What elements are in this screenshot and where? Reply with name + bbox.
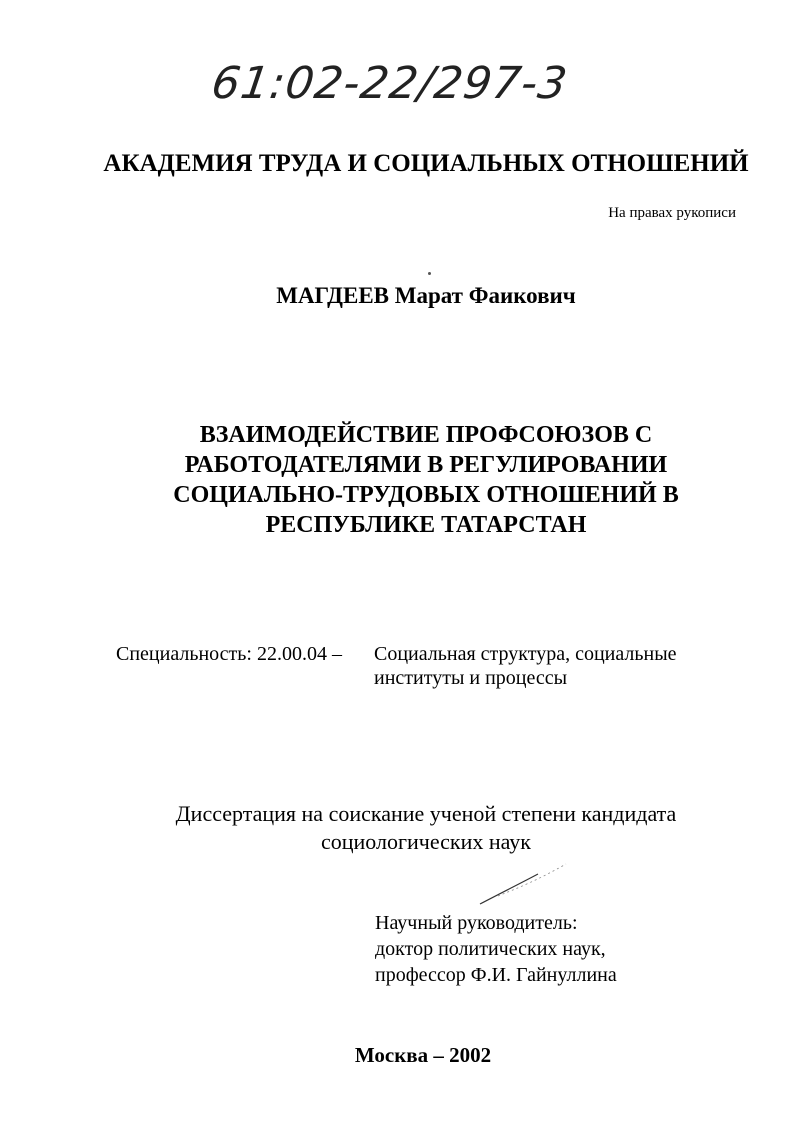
scientific-advisor	[375, 910, 617, 988]
degree-statement-line: социологических наук	[320, 829, 531, 854]
handwritten-shelfmark: 61:02-22/297-3	[208, 58, 571, 109]
degree-statement-line: Диссертация на соискание ученой степени кандидата	[175, 801, 677, 826]
dissertation-title	[0, 420, 793, 540]
title-line: ВЗАИМОДЕЙСТВИЕ ПРОФСОЮЗОВ С	[199, 422, 653, 448]
specialty-value-line: Социальная структура, социальные	[374, 643, 677, 665]
specialty-value	[374, 642, 677, 690]
advisor-line: доктор политических наук,	[375, 938, 606, 960]
degree-statement	[0, 800, 793, 856]
signature-mark	[478, 862, 568, 908]
institution-name: АКАДЕМИЯ ТРУДА И СОЦИАЛЬНЫХ ОТНОШЕНИЙ	[103, 150, 749, 177]
advisor-line: профессор Ф.И. Гайнуллина	[375, 964, 617, 986]
city-and-year: Москва – 2002	[354, 1043, 492, 1067]
manuscript-rights-note: На правах рукописи	[608, 205, 736, 221]
author-name: МАГДЕЕВ Марат Фаикович	[276, 283, 576, 308]
title-line: РЕСПУБЛИКЕ ТАТАРСТАН	[265, 512, 587, 538]
title-line: РАБОТОДАТЕЛЯМИ В РЕГУЛИРОВАНИИ	[184, 452, 668, 478]
advisor-line: Научный руководитель:	[375, 912, 578, 934]
specialty-label: Специальность: 22.00.04 –	[116, 643, 342, 665]
stray-dot	[428, 272, 431, 275]
specialty-value-line: институты и процессы	[374, 667, 568, 689]
title-line: СОЦИАЛЬНО-ТРУДОВЫХ ОТНОШЕНИЙ В	[173, 482, 679, 508]
